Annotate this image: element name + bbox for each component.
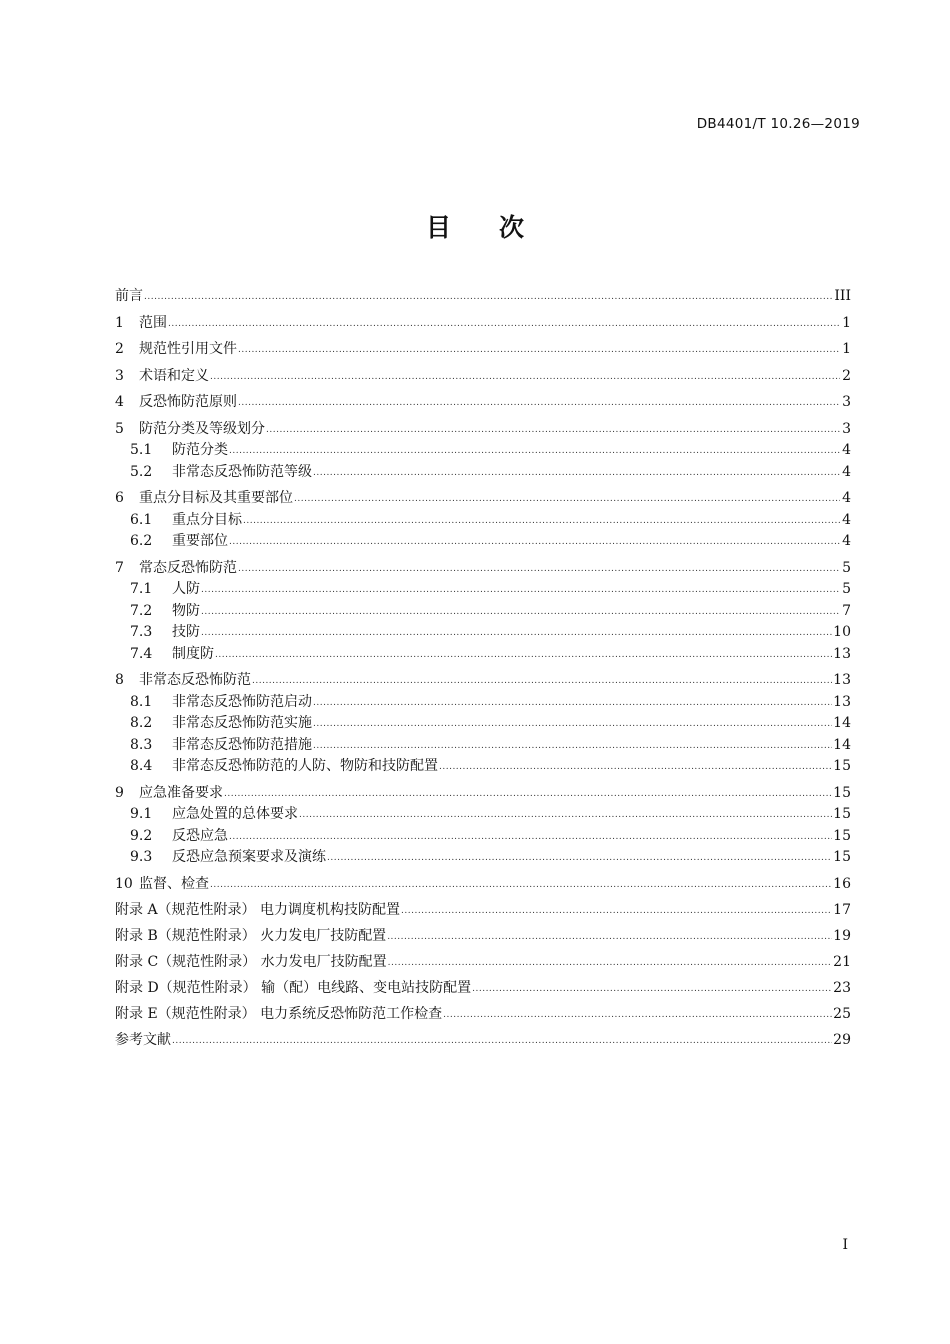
toc-leader-dots [327, 848, 832, 870]
toc-entry-label: 非常态反恐怖防范启动 [172, 693, 312, 710]
toc-entry-page: 4 [842, 442, 851, 458]
toc-entry-page: 7 [842, 602, 851, 619]
toc-leader-dots [210, 875, 832, 897]
toc-entry-number: 8 [115, 672, 124, 688]
toc-entry-number: 8.3 [130, 736, 153, 753]
toc-entry-label: 参考文献 [115, 1032, 171, 1048]
toc-entry-page: 19 [833, 928, 851, 944]
toc-entry-page: 13 [833, 693, 851, 710]
toc-entry[interactable] [115, 952, 851, 973]
toc-entry-number: 6.1 [130, 511, 153, 528]
page-number: I [842, 1237, 848, 1253]
table-of-contents [115, 286, 851, 1051]
toc-entry-label: 反恐应急 [172, 827, 228, 844]
toc-entry[interactable] [115, 313, 851, 335]
toc-leader-dots [313, 714, 832, 736]
toc-entry-label: 附录 E（规范性附录） 电力系统反恐怖防范工作检查 [115, 1006, 443, 1022]
toc-entry-page: 4 [842, 511, 851, 528]
toc-leader-dots [229, 532, 840, 554]
toc-entry-label: 监督、检查 [139, 875, 209, 892]
toc-entry-page: III [834, 288, 851, 304]
toc-leader-dots [238, 559, 840, 581]
toc-entry-page: 14 [833, 715, 851, 731]
toc-entry[interactable] [115, 756, 851, 778]
toc-entry[interactable] [115, 462, 851, 484]
toc-leader-dots [294, 489, 840, 511]
toc-entry-number: 7.1 [130, 581, 153, 597]
toc-leader-dots [229, 441, 840, 463]
toc-entry-page: 21 [833, 954, 851, 970]
toc-leader-dots [168, 314, 840, 336]
toc-entry-number: 5.2 [130, 463, 153, 480]
toc-entry-number: 4 [115, 394, 124, 410]
title-char-1: 目 [425, 213, 451, 242]
toc-entry-label: 非常态反恐怖防范措施 [172, 736, 312, 753]
toc-entry-page: 4 [842, 463, 851, 480]
toc-entry[interactable] [115, 622, 851, 644]
toc-entry[interactable] [115, 1030, 851, 1051]
toc-entry-page: 15 [833, 849, 851, 865]
toc-entry-page: 29 [833, 1032, 851, 1048]
toc-entry-page: 17 [833, 902, 851, 918]
toc-entry-label: 反恐怖防范原则 [139, 394, 237, 410]
toc-leader-dots [387, 927, 832, 949]
toc-entry[interactable] [115, 874, 851, 896]
toc-leader-dots [299, 805, 832, 827]
toc-entry-label: 规范性引用文件 [139, 341, 237, 357]
toc-entry[interactable] [115, 601, 851, 623]
toc-entry[interactable] [115, 366, 851, 388]
toc-entry-label: 范围 [139, 314, 167, 331]
toc-entry[interactable] [115, 286, 851, 308]
toc-entry-page: 5 [842, 581, 851, 597]
toc-entry-number: 8.1 [130, 693, 153, 710]
toc-entry-page: 15 [833, 784, 851, 801]
toc-entry-label: 物防 [172, 602, 200, 619]
toc-leader-dots [238, 393, 840, 415]
toc-entry[interactable] [115, 900, 851, 921]
toc-entry[interactable] [115, 1004, 851, 1025]
toc-entry-number: 9 [115, 784, 124, 801]
toc-leader-dots [401, 901, 832, 923]
toc-entry-label: 反恐应急预案要求及演练 [172, 849, 326, 865]
toc-entry-page: 10 [833, 624, 851, 640]
toc-entry-page: 13 [833, 645, 851, 662]
toc-leader-dots [201, 623, 832, 645]
toc-entry-page: 4 [842, 490, 851, 506]
toc-entry-number: 9.3 [130, 849, 153, 865]
toc-entry-label: 非常态反恐怖防范 [139, 672, 251, 688]
toc-entry-label: 附录 D（规范性附录） 输（配）电线路、变电站技防配置 [115, 980, 472, 996]
toc-entry-label: 非常态反恐怖防范等级 [172, 463, 312, 480]
toc-entry-page: 23 [833, 980, 851, 996]
toc-entry-page: 15 [833, 758, 851, 774]
toc-entry[interactable] [115, 783, 851, 805]
toc-entry-number: 9.2 [130, 827, 153, 844]
toc-leader-dots [388, 953, 833, 975]
toc-entry-page: 15 [833, 806, 851, 822]
toc-entry[interactable] [115, 847, 851, 869]
toc-entry-label: 制度防 [172, 645, 214, 662]
toc-entry-page: 25 [833, 1006, 851, 1022]
toc-entry-number: 9.1 [130, 806, 153, 822]
toc-entry[interactable] [115, 579, 851, 601]
toc-entry-label: 前言 [115, 288, 143, 304]
toc-entry-number: 8.4 [130, 758, 153, 774]
toc-entry[interactable] [115, 978, 851, 999]
toc-entry-label: 术语和定义 [139, 367, 209, 384]
toc-entry-page: 16 [833, 875, 851, 892]
toc-entry-number: 5 [115, 420, 124, 437]
document-code: DB4401/T 10.26—2019 [696, 116, 860, 132]
toc-entry-number: 2 [115, 341, 124, 357]
toc-entry-label: 重要部位 [172, 533, 228, 549]
toc-entry-number: 1 [115, 314, 124, 331]
toc-entry-page: 5 [842, 559, 851, 576]
toc-entry[interactable] [115, 644, 851, 666]
toc-entry-number: 8.2 [130, 715, 153, 731]
toc-entry[interactable] [115, 735, 851, 757]
toc-entry-label: 重点分目标及其重要部位 [139, 490, 293, 506]
toc-entry-label: 防范分类 [172, 442, 228, 458]
toc-entry-page: 1 [842, 341, 851, 357]
toc-entry-number: 6.2 [130, 533, 153, 549]
toc-entry[interactable] [115, 670, 851, 692]
toc-entry-label: 应急准备要求 [139, 784, 223, 801]
toc-leader-dots [439, 757, 832, 779]
toc-entry-label: 防范分类及等级划分 [139, 420, 265, 437]
toc-entry-label: 非常态反恐怖防范实施 [172, 715, 312, 731]
toc-entry-label: 附录 C（规范性附录） 水力发电厂技防配置 [115, 954, 387, 970]
toc-entry-page: 15 [833, 827, 851, 844]
toc-entry-number: 5.1 [130, 442, 153, 458]
toc-leader-dots [210, 367, 840, 389]
toc-leader-dots [201, 602, 840, 624]
toc-entry-label: 应急处置的总体要求 [172, 806, 298, 822]
toc-entry-number: 3 [115, 367, 124, 384]
toc-entry-page: 13 [833, 672, 851, 688]
toc-entry-label: 常态反恐怖防范 [139, 559, 237, 576]
toc-entry-label: 附录 A（规范性附录） 电力调度机构技防配置 [115, 902, 401, 918]
toc-entry[interactable] [115, 440, 851, 462]
toc-leader-dots [229, 827, 832, 849]
toc-entry[interactable] [115, 510, 851, 532]
toc-leader-dots [243, 511, 840, 533]
toc-entry[interactable] [115, 392, 851, 414]
toc-leader-dots [172, 1031, 832, 1053]
toc-leader-dots [472, 979, 832, 1001]
toc-leader-dots [238, 340, 840, 362]
toc-entry-label: 人防 [172, 581, 200, 597]
toc-entry-number: 7.2 [130, 602, 153, 619]
title-char-2: 次 [499, 213, 525, 242]
toc-leader-dots [313, 693, 832, 715]
toc-entry[interactable] [115, 419, 851, 441]
toc-entry-label: 技防 [172, 624, 200, 640]
toc-entry-number: 7.4 [130, 645, 153, 662]
toc-entry[interactable] [115, 713, 851, 735]
toc-entry-number: 7.3 [130, 624, 153, 640]
toc-entry-page: 1 [842, 314, 851, 331]
toc-entry[interactable] [115, 826, 851, 848]
toc-entry-label: 非常态反恐怖防范的人防、物防和技防配置 [172, 758, 438, 774]
toc-entry-label: 附录 B（规范性附录） 火力发电厂技防配置 [115, 928, 387, 944]
toc-leader-dots [266, 420, 840, 442]
toc-leader-dots [313, 736, 832, 758]
toc-entry[interactable] [115, 339, 851, 361]
toc-entry-number: 10 [115, 875, 133, 892]
page-title [0, 208, 950, 244]
toc-entry-number: 7 [115, 559, 124, 576]
toc-leader-dots [443, 1005, 832, 1027]
toc-entry-number: 6 [115, 490, 124, 506]
toc-leader-dots [144, 287, 833, 309]
toc-entry[interactable] [115, 531, 851, 553]
toc-entry[interactable] [115, 488, 851, 510]
toc-entry-page: 2 [842, 367, 851, 384]
toc-leader-dots [215, 645, 832, 667]
toc-entry-page: 3 [842, 420, 851, 437]
toc-entry[interactable] [115, 558, 851, 580]
toc-leader-dots [201, 580, 840, 602]
toc-entry-page: 3 [842, 394, 851, 410]
toc-entry[interactable] [115, 692, 851, 714]
toc-entry[interactable] [115, 926, 851, 947]
toc-entry-page: 14 [833, 736, 851, 753]
toc-entry-label: 重点分目标 [172, 511, 242, 528]
toc-entry-page: 4 [842, 533, 851, 549]
toc-leader-dots [224, 784, 832, 806]
toc-leader-dots [252, 671, 832, 693]
toc-leader-dots [313, 463, 840, 485]
toc-entry[interactable] [115, 804, 851, 826]
